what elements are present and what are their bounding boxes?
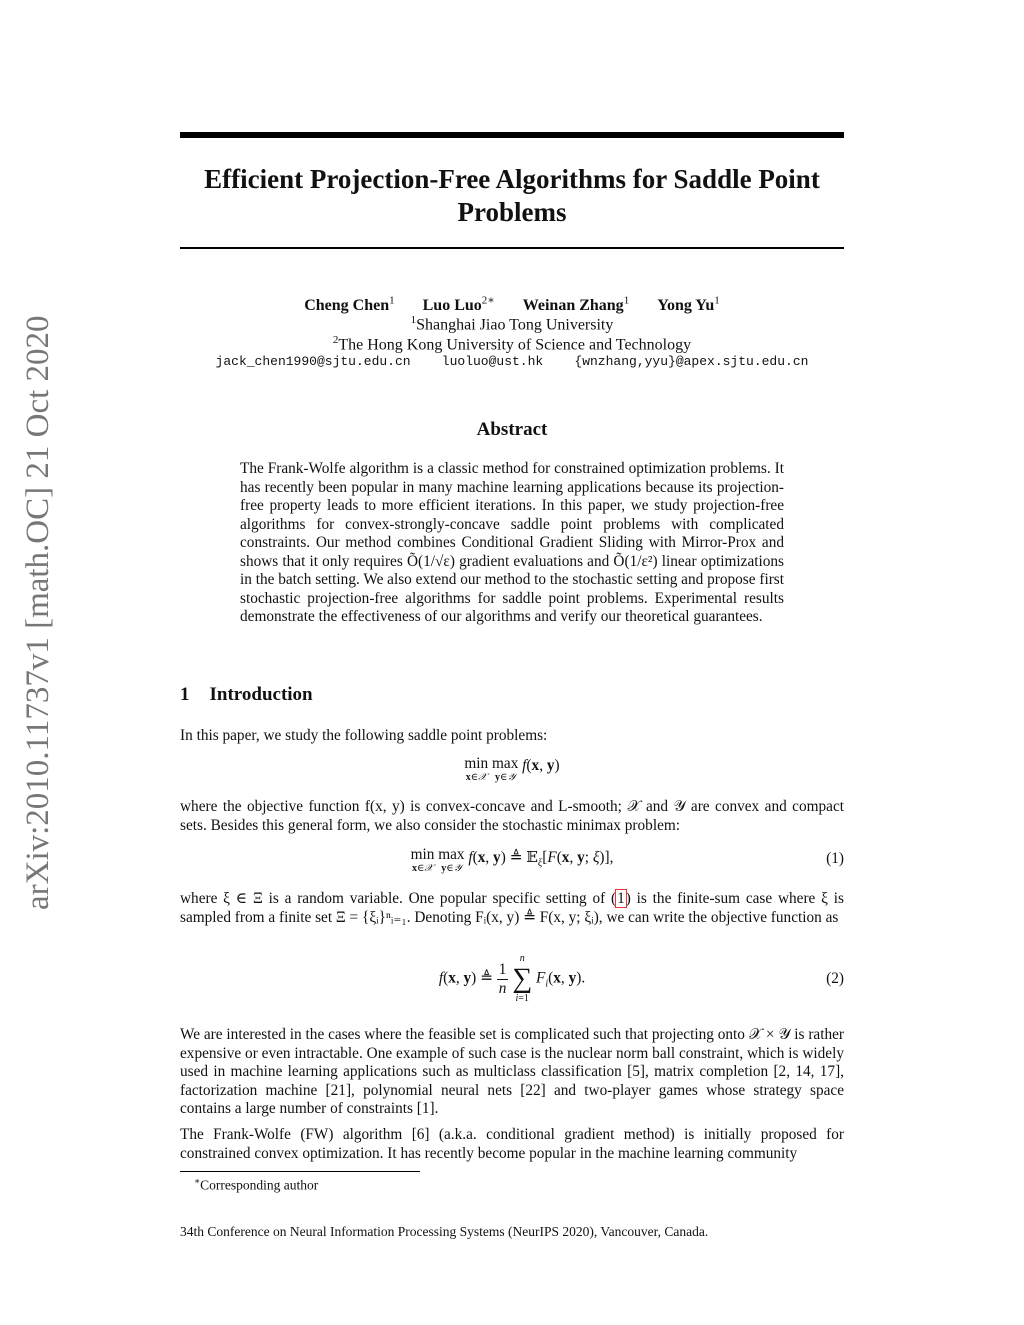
affiliation-2: $^2$The Hong Kong University of Science and Technology	[332, 334, 692, 354]
equation-2: f(x, y) ≜ $\frac{1}{n}$ n ∑ i=1 $F_i(x$, y).	[438, 953, 586, 1004]
paper-title: Efficient Projection-Free Algorithms for Saddle Point Problems	[204, 164, 820, 227]
equation-1: min x∈𝒳 max y∈𝒴 f(x, y) ≜ 𝔼$_\xi$[F(x, y; ξ)],	[410, 846, 614, 874]
author-list	[180, 294, 844, 315]
equation-1-label: (1)	[826, 850, 844, 867]
footnote: ∗Corresponding author	[194, 1176, 319, 1193]
intro-paragraph-5: The Frank-Wolfe (FW) algorithm [6] (a.k.a. conditional gradient method) is initially proposed for constrained convex optimization. It has recently become popular in the machine learning community	[180, 1126, 844, 1162]
section-heading: 1 Introduction	[180, 684, 313, 705]
arxiv-side-stamp: arXiv:2010.11737v1 [math.OC] 21 Oct 2020	[20, 315, 56, 910]
venue-line: 34th Conference on Neural Information Processing Systems (NeurIPS 2020), Vancouver, Canada.	[180, 1224, 709, 1239]
author-3: Weinan Zhang$^1$	[522, 295, 630, 315]
intro-paragraph-1: In this paper, we study the following saddle point problems:	[180, 727, 548, 744]
abstract-body: The Frank-Wolfe algorithm is a classic method for constrained optimization problems. It has recently been popular in many machine learning applications because its projection-free property leads to more efficient iterations. In this paper, we study projection-free algorithms for convex-strongly-concave saddle point problems with complicated constraints. Our method combines Conditional Gradient Sliding with Mirror-Prox and shows that it only requires Õ(1/√ε) gradient evaluations and Õ(1/ε²) linear optimizations in the batch setting. We also extend our method to the stochastic setting and propose first stochastic projection-free algorithms for saddle point problems. Experimental results demonstrate the effectiveness of our algorithms and verify our theoretical guarantees.	[240, 460, 784, 625]
author-4: Yong Yu$^1$	[657, 295, 720, 315]
author-emails: jack_chen1990@sjtu.edu.cn luoluo@ust.hk {wnzhang,yyu}@apex.sjtu.edu.cn	[215, 354, 809, 369]
abstract-heading: Abstract	[476, 419, 548, 440]
intro-paragraph-2: where the objective function f(x, y) is convex-concave and L-smooth; 𝒳 and 𝒴 are convex and compact sets. Besides this general form, we also consider the stochastic minimax problem:	[180, 798, 844, 834]
intro-paragraph-3: where ξ ∈ Ξ is a random variable. One popular specific setting of (1) is the finite-sum case where ξ is sampled from a finite set Ξ = {ξᵢ}ⁿᵢ₌₁. Denoting Fᵢ(x, y) ≜ F(x, y; ξᵢ), we can write the objective function as	[180, 890, 844, 926]
equation-saddle: min x∈𝒳 max y∈𝒴 f(x, y)	[464, 755, 560, 783]
author-2: Luo Luo$^{2∗}$	[422, 295, 495, 315]
equation-2-label: (2)	[826, 970, 844, 987]
title-bottom-rule	[180, 247, 844, 249]
footnote-rule	[180, 1171, 420, 1172]
intro-paragraph-4: We are interested in the cases where the feasible set is complicated such that projecting onto 𝒳 × 𝒴 is rather expensive or even intractable. One example of such case is the nuclear norm ball constraint, which is widely used in machine learning applications such as multiclass classification [5], matrix completion [2, 14, 17], factorization machine [21], polynomial neural nets [22] and two-player games whose strategy space contains a large number of constraints [1].	[180, 1026, 844, 1117]
affiliation-1: $^1$Shanghai Jiao Tong University	[410, 314, 614, 334]
title-top-rule	[180, 132, 844, 138]
equation-ref-link[interactable]: 1	[617, 890, 625, 907]
author-1: Cheng Chen$^1$	[304, 295, 395, 315]
